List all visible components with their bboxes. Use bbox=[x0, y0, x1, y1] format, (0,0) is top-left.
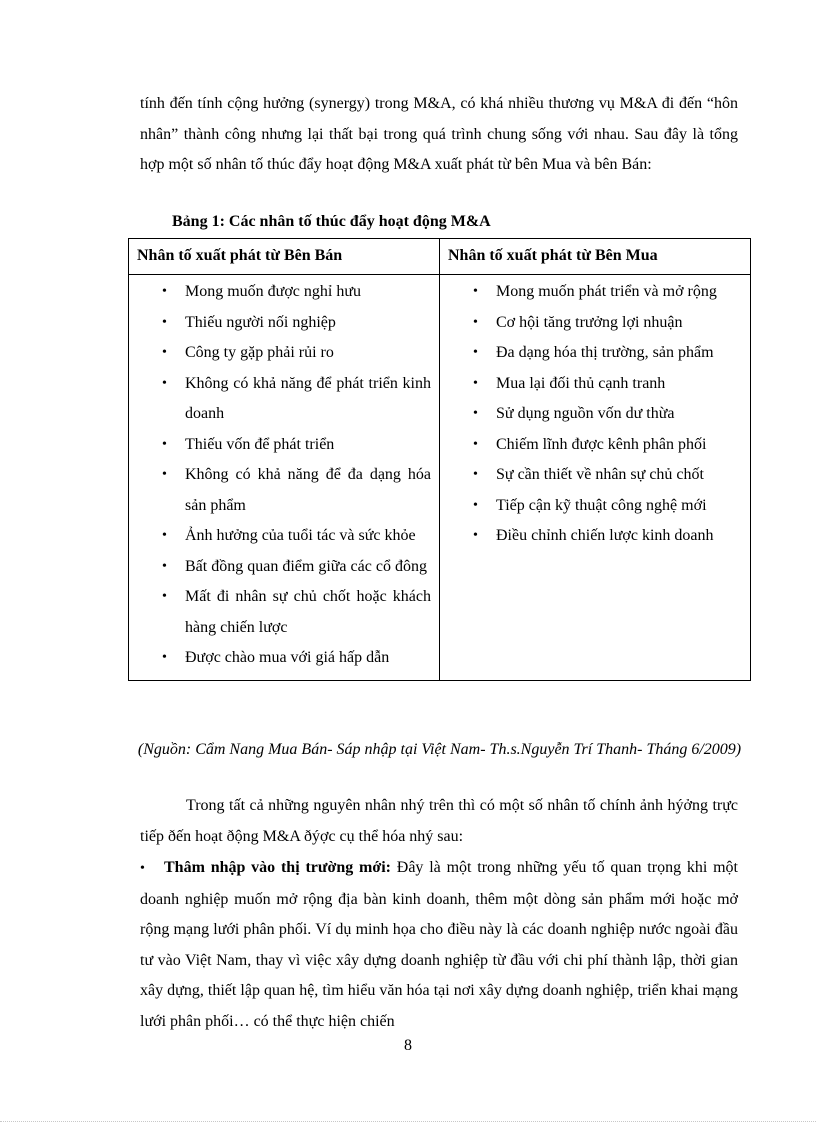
list-item-text: Điều chỉnh chiến lược kinh doanh bbox=[496, 527, 714, 544]
list-item bbox=[448, 491, 742, 522]
seller-column-header: Nhân tố xuất phát từ Bên Bán bbox=[129, 239, 440, 275]
list-item-text: Mất đi nhân sự chủ chốt hoặc khách hàng chiến lược bbox=[185, 588, 431, 636]
intro-paragraph: tính đến tính cộng hưởng (synergy) trong M&A, có khá nhiều thương vụ M&A đi đến “hôn nhân” thành công nhưng lại thất bại trong quá trình chung sống với nhau. Sau đây là tổng hợp một số nhân tố thúc đẩy hoạt động M&A xuất phát từ bên Mua và bên Bán: bbox=[140, 95, 738, 173]
list-item-text: Mong muốn được nghỉ hưu bbox=[185, 283, 362, 300]
bullet-icon: • bbox=[162, 558, 167, 574]
bullet-paragraph bbox=[140, 853, 738, 1037]
bullet-icon: • bbox=[473, 497, 478, 513]
bullet-icon: • bbox=[473, 345, 478, 360]
bullet-icon: • bbox=[162, 314, 167, 330]
buyer-column-header: Nhân tố xuất phát từ Bên Mua bbox=[440, 239, 751, 275]
table-title: Bảng 1: Các nhân tố thúc đẩy hoạt động M&A bbox=[172, 213, 491, 230]
list-item-text: Chiếm lĩnh được kênh phân phối bbox=[496, 435, 707, 453]
bullet-icon: • bbox=[162, 345, 167, 360]
list-item-text: Cơ hội tăng trưởng lợi nhuận bbox=[496, 313, 683, 331]
list-item bbox=[137, 369, 431, 430]
table-header-row bbox=[129, 239, 751, 275]
table-source-note: (Nguồn: Cẩm Nang Mua Bán- Sáp nhập tại Việt Nam- Th.s.Nguyễn Trí Thanh- Tháng 6/2009) bbox=[137, 741, 742, 758]
bullet-icon: • bbox=[162, 375, 167, 391]
bullet-icon: • bbox=[473, 375, 478, 391]
list-item-text: Bất đồng quan điểm giữa các cổ đông bbox=[185, 557, 427, 575]
list-item bbox=[137, 521, 431, 552]
seller-factors-list bbox=[137, 277, 431, 674]
factors-table bbox=[128, 238, 751, 681]
bullet-body-text: Đây là một trong những yếu tố quan trọng khi một doanh nghiệp muốn mở rộng địa bàn kinh doanh, thêm một dòng sản phẩm mới hoặc mở rộng mạng lưới phân phối. Ví dụ minh họa cho điều này là các doanh nghiệp nước ngoài đầu tư vào Việt Nam, thay vì việc xây dựng doanh nghiệp từ đầu với chi phí thành lập, thời gian xây dựng, thiết lập quan hệ, tìm hiểu văn hóa tại nơi xây dựng doanh nghiệp, triển khai mạng lưới phân phối… có thể thực hiện chiến bbox=[140, 859, 739, 1030]
list-item-text: Sự cần thiết về nhân sự chủ chốt bbox=[496, 466, 704, 483]
list-item-text: Công ty gặp phải rủi ro bbox=[185, 344, 334, 361]
list-item bbox=[137, 308, 431, 339]
bullet-icon: • bbox=[162, 528, 167, 543]
list-item bbox=[137, 430, 431, 461]
list-item bbox=[137, 277, 431, 308]
bullet-icon: • bbox=[162, 650, 167, 665]
body-paragraph: Trong tất cả những nguyên nhân nhý trên thì có một số nhân tố chính ảnh hýởng trực tiếp ðến hoạt ðộng M&A ðýợc cụ thể hóa nhý sau: bbox=[140, 797, 738, 845]
list-item bbox=[448, 308, 742, 339]
table-row bbox=[129, 275, 751, 681]
bullet-icon: • bbox=[473, 314, 478, 330]
list-item bbox=[137, 338, 431, 369]
list-item bbox=[448, 338, 742, 369]
bullet-icon: • bbox=[473, 528, 478, 543]
list-item-text: Mong muốn phát triển và mở rộng bbox=[496, 283, 717, 300]
list-item-text: Sử dụng nguồn vốn dư thừa bbox=[496, 405, 675, 422]
bullet-lead-text: Thâm nhập vào thị trường mới: bbox=[164, 859, 391, 876]
bullet-icon: • bbox=[473, 467, 478, 482]
list-item bbox=[448, 460, 742, 491]
list-item-text: Thiếu người nối nghiệp bbox=[185, 313, 336, 331]
list-item bbox=[137, 643, 431, 674]
bullet-icon: • bbox=[162, 589, 167, 604]
list-item-text: Tiếp cận kỹ thuật công nghệ mới bbox=[496, 496, 707, 514]
list-item bbox=[448, 277, 742, 308]
list-item bbox=[137, 582, 431, 643]
list-item-text: Thiếu vốn để phát triển bbox=[185, 435, 335, 453]
list-item bbox=[448, 521, 742, 552]
bullet-icon: • bbox=[162, 436, 167, 452]
list-item-text: Không có khả năng để phát triển kinh doanh bbox=[185, 374, 431, 422]
buyer-factors-list bbox=[448, 277, 742, 552]
list-item bbox=[448, 430, 742, 461]
list-item-text: Được chào mua với giá hấp dẫn bbox=[185, 649, 390, 666]
bullet-icon: • bbox=[473, 284, 478, 299]
list-item-text: Không có khả năng để đa dạng hóa sản phẩm bbox=[185, 466, 431, 514]
bullet-icon: • bbox=[473, 436, 478, 452]
seller-factors-cell bbox=[129, 275, 440, 681]
list-item bbox=[448, 369, 742, 400]
list-item bbox=[137, 460, 431, 521]
bullet-icon: • bbox=[473, 406, 478, 421]
list-item-text: Đa dạng hóa thị trường, sản phẩm bbox=[496, 344, 714, 361]
bullet-icon: • bbox=[162, 467, 167, 482]
bullet-icon: • bbox=[140, 861, 145, 876]
list-item bbox=[448, 399, 742, 430]
buyer-factors-cell bbox=[440, 275, 751, 681]
bullet-icon: • bbox=[162, 284, 167, 299]
list-item-text: Ảnh hưởng của tuổi tác và sức khỏe bbox=[185, 527, 416, 544]
page-bottom-divider bbox=[0, 1121, 816, 1122]
page-number: 8 bbox=[404, 1037, 412, 1054]
list-item-text: Mua lại đối thủ cạnh tranh bbox=[496, 374, 666, 392]
list-item bbox=[137, 552, 431, 583]
